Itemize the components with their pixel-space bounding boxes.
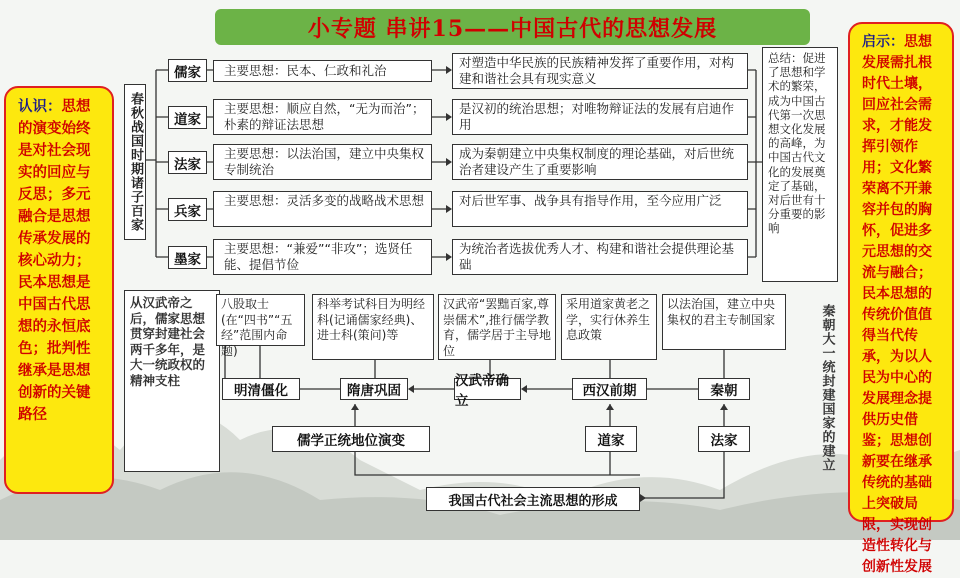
legalist-line-label: 法家: [698, 426, 750, 452]
stage-detail-han-wudi: 汉武帝“罢黜百家,尊崇儒术”,推行儒学教育，儒学居于主导地位: [438, 294, 556, 360]
daoist-line-label: 道家: [585, 426, 637, 452]
school-mohist: 墨家: [168, 246, 207, 269]
school-idea: 主要思想：顺应自然，“无为而治”；朴素的辩证法思想: [213, 99, 432, 135]
school-idea: 主要思想：以法治国，建立中央集权专制统治: [213, 144, 432, 180]
page-title: 小专题 串讲15——中国古代的思想发展: [215, 9, 810, 45]
stage-western-han: 西汉前期: [572, 378, 647, 400]
summary-box: 总结：促进了思想和学术的繁荣，成为中国古代第一次思想文化发展的高峰，为中国古代文化的发展奠定了基础，对后世有十分重要的影响: [762, 47, 838, 282]
period-label: 春秋战国时期诸子百家: [124, 84, 146, 240]
han-note: 从汉武帝之后，儒家思想贯穿封建社会两千多年，是大一统政权的精神支柱: [124, 290, 220, 472]
stage-ming-qing: 明清僵化: [222, 378, 300, 400]
school-idea: 主要思想：“兼爱”“非攻”；选贤任能、提倡节俭: [213, 239, 432, 275]
insight-panel: [848, 22, 954, 575]
cognition-heading: 认识：: [18, 99, 62, 115]
school-idea: 主要思想：民本、仁政和礼治: [213, 60, 432, 82]
cognition-panel: [4, 86, 114, 494]
school-daoist: 道家: [168, 106, 207, 129]
stage-detail-ming-qing: 八股取士(在“四书”“五经”范围内命题): [216, 294, 305, 346]
stage-detail-sui-tang: 科举考试科目为明经科(记诵儒家经典)、进士科(策问)等: [312, 294, 434, 360]
stage-qin: 秦朝: [698, 378, 750, 400]
school-idea: 主要思想：灵活多变的战略战术思想: [213, 191, 432, 227]
school-impact: 是汉初的统治思想；对唯物辩证法的发展有启迪作用: [452, 99, 748, 135]
root-node: 我国古代社会主流思想的形成: [426, 487, 640, 511]
stage-han-wudi: 汉武帝确立: [454, 378, 521, 400]
school-military: 兵家: [168, 198, 207, 221]
school-confucian: 儒家: [168, 59, 207, 82]
school-impact: 对塑造中华民族的民族精神发挥了重要作用，对构建和谐社会具有现实意义: [452, 53, 748, 89]
qin-note: 秦朝大一统封建国家的建立: [819, 304, 835, 472]
cognition-body: 思想的演变始终是对社会现实的回应与反思；多元融合是思想传承发展的核心动力；民本思想是中国古代思想的永恒底色；批判性继承是思想创新的关键路径: [18, 99, 91, 423]
stage-detail-western-han: 采用道家黄老之学，实行休养生息政策: [561, 294, 657, 360]
school-impact: 成为秦朝建立中央集权制度的理论基础，对后世统治者建设产生了重要影响: [452, 144, 748, 180]
confucian-line-label: 儒学正统地位演变: [272, 426, 430, 452]
school-impact: 对后世军事、战争具有指导作用，至今应用广泛: [452, 191, 748, 227]
insight-body: 思想发展需扎根时代土壤，回应社会需求，才能发挥引领作用；文化繁荣离不开兼容并包的胸怀，促进多元思想的交流与融合；民本思想的传统价值值得当代传承，为以人民为中心的发展理念提供历史借鉴；思想创新要在继承传统的基础上突破局限，实现创造性转化与创新性发展: [862, 34, 932, 575]
school-legalist: 法家: [168, 151, 207, 174]
school-impact: 为统治者选拔优秀人才、构建和谐社会提供理论基础: [452, 239, 748, 275]
stage-detail-qin: 以法治国，建立中央集权的君主专制国家: [662, 294, 786, 350]
insight-heading: 启示：: [862, 34, 904, 50]
stage-sui-tang: 隋唐巩固: [340, 378, 408, 400]
